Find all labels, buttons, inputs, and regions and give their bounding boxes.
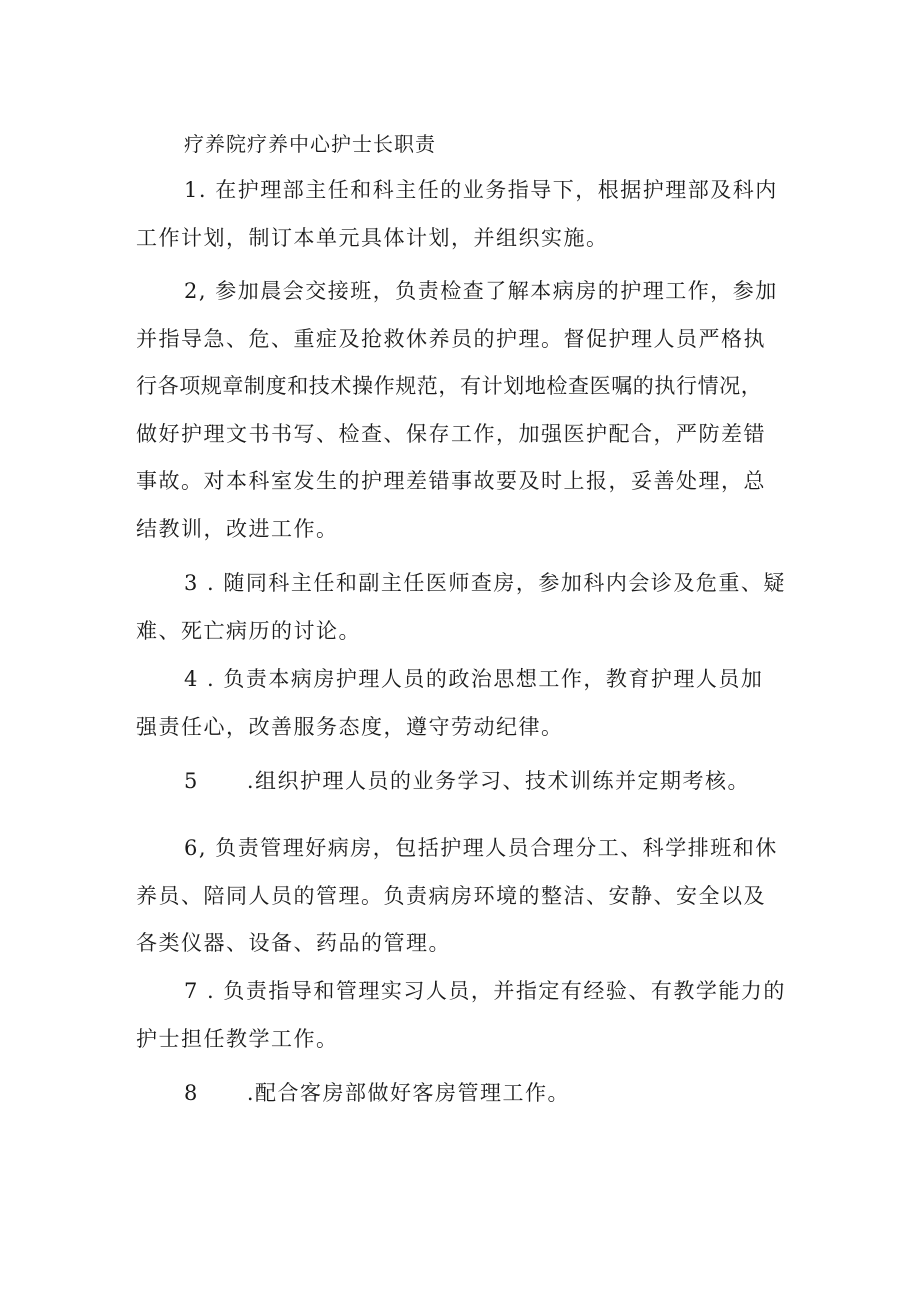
paragraph-line: 工作计划，制订本单元具体计划，并组织实施。: [136, 225, 609, 250]
paragraph-line: 4 . 负责本病房护理人员的政治思想工作，教育护理人员加: [184, 667, 764, 691]
paragraph-line: 6, 负责管理好病房，包括护理人员合理分工、科学排班和休: [184, 836, 778, 860]
paragraph-line: 7 . 负责指导和管理实习人员，并指定有经验、有教学能力的: [184, 979, 786, 1003]
paragraph-5: [136, 758, 796, 806]
paragraph-line: 养员、陪同人员的管理。负责病房环境的整洁、安静、安全以及: [136, 883, 766, 908]
paragraph-line: 并指导急、危、重症及抢救休养员的护理。督促护理人员严格执: [136, 326, 766, 351]
paragraph-3: [136, 560, 796, 655]
paragraph-8: [136, 1070, 796, 1118]
paragraph-line: 结教训，改进工作。: [136, 516, 339, 541]
paragraph-line: [136, 1070, 796, 1118]
paragraph-line: 做好护理文书书写、检查、保存工作，加强医护配合，严防差错: [136, 421, 766, 446]
paragraph-line: [136, 758, 796, 806]
item-number: 5: [184, 769, 199, 793]
paragraph-line: 护士担任教学工作。: [136, 1026, 339, 1051]
paragraph-line: 3 . 随同科主任和副主任医师查房，参加科内会诊及危重、疑: [184, 571, 786, 595]
paragraph-line: 1. 在护理部主任和科主任的业务指导下，根据护理部及科内: [184, 178, 778, 202]
paragraph-line: 事故。对本科室发生的护理差错事故要及时上报，妥善处理，总: [136, 469, 766, 493]
paragraph-line: 强责任心，改善服务态度，遵守劳动纪律。: [136, 714, 564, 739]
paragraph-2: [136, 268, 796, 553]
item-text: .配合客房部做好客房管理工作。: [246, 1081, 571, 1105]
item-number: 8: [184, 1081, 199, 1105]
paragraph-line: 各类仪器、设备、药品的管理。: [136, 931, 451, 955]
paragraph-line: 难、死亡病历的讨论。: [136, 618, 361, 643]
paragraph-7: [136, 968, 796, 1063]
item-text: .组织护理人员的业务学习、技术训练并定期考核。: [246, 769, 751, 793]
paragraph-4: [136, 656, 796, 751]
document-title: 疗养院疗养中心护士长职责: [184, 132, 436, 156]
paragraph-6: [136, 825, 796, 968]
paragraph-1: [136, 167, 796, 262]
paragraph-line: 2, 参加晨会交接班，负责检查了解本病房的护理工作，参加: [184, 279, 778, 303]
paragraph-line: 行各项规章制度和技术操作规范，有计划地检查医嘱的执行情况，: [136, 374, 763, 398]
